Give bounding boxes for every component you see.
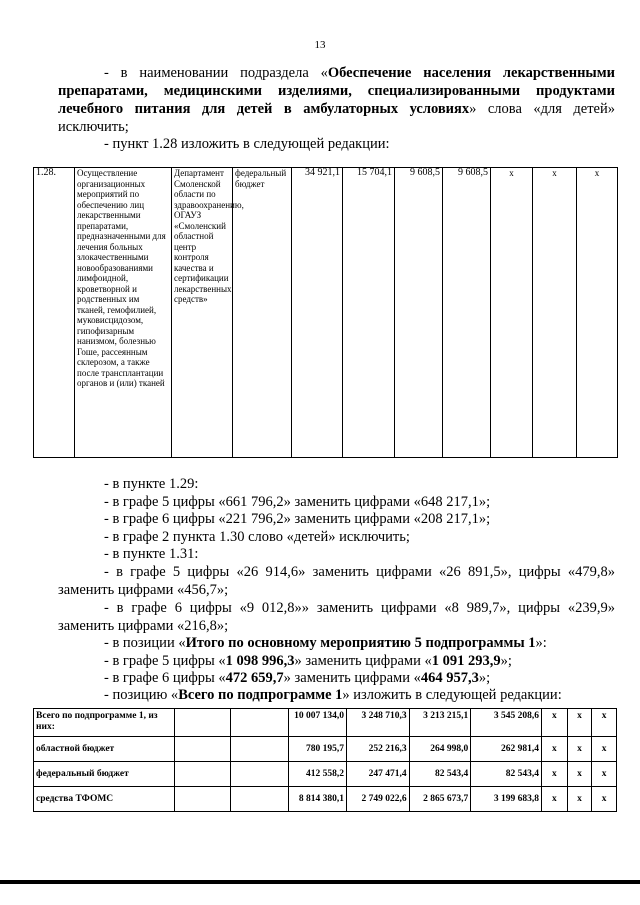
total-row-label: средства ТФОМС	[34, 787, 175, 812]
row-128	[34, 168, 618, 458]
total-row-empty-2	[231, 709, 288, 737]
change-line-11-pre: - в графе 5 цифры «	[104, 653, 226, 669]
row-128-year2: 9 608,5	[395, 168, 443, 458]
change-line-11-old: 1 098 996,3	[225, 653, 295, 669]
total-row-empty-2	[231, 737, 288, 762]
total-row-x2: x	[567, 709, 592, 737]
total-row-year1: 2 749 022,6	[347, 787, 410, 812]
row-128-x1: x	[491, 168, 533, 458]
change-line-12-mid: » заменить цифрами «	[283, 670, 421, 686]
change-line-12-post: »;	[478, 670, 491, 686]
total-row-empty-1	[174, 737, 230, 762]
intro-line-3	[58, 101, 615, 119]
total-row-empty-1	[174, 787, 230, 812]
change-line-13	[104, 687, 562, 705]
bottom-rule	[0, 880, 640, 884]
row-128-executor: Департамент Смоленской области по здравоохранению, ОГАУЗ «Смоленский областной центр контроля качества и сертификации лекарственных средств»	[172, 168, 233, 458]
row-128-total: 34 921,1	[292, 168, 343, 458]
change-line-13-pre: - позицию «	[104, 687, 179, 703]
change-line-1: - в пункте 1.29:	[104, 476, 199, 492]
total-row-x2: x	[567, 762, 592, 787]
total-row-x1: x	[542, 787, 568, 812]
total-row-x3: x	[592, 737, 617, 762]
row-128-number: 1.28.	[34, 168, 75, 458]
change-line-13-bold: Всего по подпрограмме 1	[178, 687, 343, 703]
change-line-10-post: »:	[535, 635, 547, 651]
total-row-x3: x	[592, 787, 617, 812]
total-row-label: Всего по подпрограмме 1, из них:	[34, 709, 175, 737]
total-row-total: 780 195,7	[288, 737, 347, 762]
intro-line-1-bold: Обеспечение населения лекарственными	[327, 65, 615, 81]
total-row-year2: 3 213 215,1	[409, 709, 471, 737]
intro-line-3-bold: лечебного питания для детей в амбулаторных условиях	[58, 101, 470, 117]
row-128-source: федеральный бюджет	[233, 168, 292, 458]
total-row-year3: 262 981,4	[471, 737, 542, 762]
page-number: 13	[314, 39, 326, 51]
change-line-7: заменить цифрами «456,7»;	[58, 582, 229, 598]
intro-line-3-text: » слова «для детей»	[469, 101, 615, 117]
change-line-11	[104, 653, 512, 671]
row-128-x3: x	[577, 168, 618, 458]
intro-line-2-bold: препаратами, медицинскими изделиями, специализированными продуктами	[58, 83, 615, 99]
intro-line-1	[104, 65, 615, 83]
intro-line-4: исключить;	[58, 119, 129, 135]
change-line-9: заменить цифрами «216,8»;	[58, 618, 229, 634]
change-line-10	[104, 635, 547, 653]
total-row-tfoms	[34, 787, 617, 812]
change-line-12-pre: - в графе 6 цифры «	[104, 670, 226, 686]
total-row-x2: x	[567, 737, 592, 762]
total-row-x3: x	[592, 762, 617, 787]
total-row-year3: 3 199 683,8	[471, 787, 542, 812]
change-line-3: - в графе 6 цифры «221 796,2» заменить цифрами «208 217,1»;	[104, 511, 491, 527]
change-line-12-new: 464 957,3	[420, 670, 479, 686]
total-row-federal	[34, 762, 617, 787]
change-line-2: - в графе 5 цифры «661 796,2» заменить цифрами «648 217,1»;	[104, 494, 491, 510]
total-row-year3: 82 543,4	[471, 762, 542, 787]
total-row-empty-2	[231, 787, 288, 812]
row-128-table	[33, 167, 618, 458]
total-row-empty-2	[231, 762, 288, 787]
total-row-all	[34, 709, 617, 737]
total-row-year1: 247 471,4	[347, 762, 410, 787]
change-line-12	[104, 670, 490, 688]
total-row-empty-1	[174, 762, 230, 787]
change-line-11-mid: » заменить цифрами «	[294, 653, 432, 669]
change-line-10-bold: Итого по основному мероприятию 5 подпрограммы 1	[185, 635, 536, 651]
total-row-year2: 2 865 673,7	[409, 787, 471, 812]
change-line-10-pre: - в позиции «	[104, 635, 186, 651]
total-row-total: 8 814 380,1	[288, 787, 347, 812]
subprogram-total-table	[33, 708, 617, 812]
total-row-year1: 252 216,3	[347, 737, 410, 762]
change-line-12-old: 472 659,7	[225, 670, 284, 686]
total-row-x1: x	[542, 709, 568, 737]
intro-line-2	[58, 83, 615, 101]
change-line-5: - в пункте 1.31:	[104, 546, 199, 562]
total-row-total: 10 007 134,0	[288, 709, 347, 737]
change-line-11-post: »;	[500, 653, 512, 669]
change-line-13-post: » изложить в следующей редакции:	[342, 687, 562, 703]
total-row-label: федеральный бюджет	[34, 762, 175, 787]
total-row-year3: 3 545 208,6	[471, 709, 542, 737]
total-row-year2: 264 998,0	[409, 737, 471, 762]
total-row-regional	[34, 737, 617, 762]
total-row-x3: x	[592, 709, 617, 737]
intro-line-1-text: - в наименовании подраздела «	[104, 65, 328, 81]
row-128-x2: x	[533, 168, 577, 458]
row-128-year1: 15 704,1	[343, 168, 395, 458]
total-row-x2: x	[567, 787, 592, 812]
change-line-4: - в графе 2 пункта 1.30 слово «детей» исключить;	[104, 529, 410, 545]
row-128-year3: 9 608,5	[443, 168, 491, 458]
total-row-empty-1	[174, 709, 230, 737]
intro-line-5: - пункт 1.28 изложить в следующей редакции:	[104, 136, 390, 152]
change-line-8: - в графе 6 цифры «9 012,8»» заменить цифрами «8 989,7», цифры «239,9»	[104, 600, 615, 616]
row-128-description: Осуществление организационных мероприятий по обеспечению лиц лекарственными препаратами, предназначенными для лечения больных злокачественными новообразованиями лимфоидной, кроветворной и родственных им тканей, гемофилией, муковисцидозом, гипофизарным нанизмом, болезнью Гоше, рассеянным склерозом, а также после трансплантации органов и (или) тканей	[75, 168, 172, 458]
total-row-label: областной бюджет	[34, 737, 175, 762]
change-line-11-new: 1 091 293,9	[431, 653, 501, 669]
total-row-total: 412 558,2	[288, 762, 347, 787]
total-row-year2: 82 543,4	[409, 762, 471, 787]
change-line-6: - в графе 5 цифры «26 914,6» заменить цифрами «26 891,5», цифры «479,8»	[104, 564, 615, 580]
total-row-year1: 3 248 710,3	[347, 709, 410, 737]
total-row-x1: x	[542, 762, 568, 787]
total-row-x1: x	[542, 737, 568, 762]
